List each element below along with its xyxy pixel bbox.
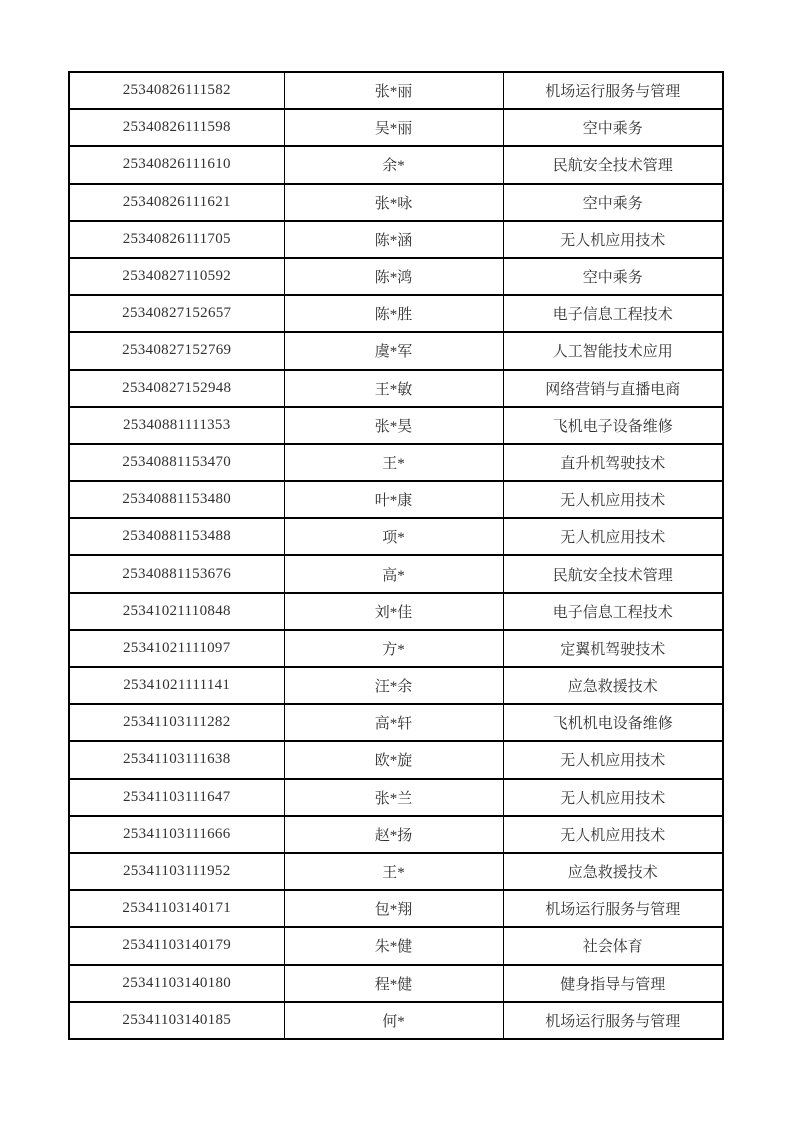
name-cell <box>284 816 503 853</box>
name-cell <box>284 630 503 667</box>
candidate-name-value: 项* <box>382 530 405 547</box>
exam-number-value: 25340826111610 <box>122 156 231 173</box>
exam-number-cell <box>69 370 284 407</box>
major-cell <box>503 1002 723 1039</box>
name-cell <box>284 741 503 778</box>
major-cell <box>503 407 723 444</box>
table-row <box>69 1002 723 1039</box>
exam-number-cell <box>69 965 284 1002</box>
table-row <box>69 853 723 890</box>
major-value: 应急救援技术 <box>567 865 658 882</box>
exam-number-value: 25341021111097 <box>122 639 231 656</box>
candidate-name-value: 高*轩 <box>374 716 413 733</box>
exam-number-cell <box>69 741 284 778</box>
exam-number-value: 25341103111666 <box>122 825 231 842</box>
candidate-name-value: 张*兰 <box>374 790 413 807</box>
candidate-name-value: 余* <box>382 158 405 175</box>
table-row <box>69 667 723 704</box>
major-cell <box>503 444 723 481</box>
exam-number-value: 25341103140180 <box>122 974 232 991</box>
exam-number-value: 25341103111638 <box>122 751 231 768</box>
major-cell <box>503 965 723 1002</box>
major-value: 空中乘务 <box>582 195 643 212</box>
exam-number-value: 25340827152657 <box>122 305 232 322</box>
name-cell <box>284 407 503 444</box>
candidate-name-value: 程*健 <box>374 976 413 993</box>
candidate-name-value: 叶*康 <box>374 493 413 510</box>
major-cell <box>503 741 723 778</box>
table-row <box>69 72 723 109</box>
exam-number-value: 25340826111621 <box>122 193 231 210</box>
major-value: 无人机应用技术 <box>560 753 666 770</box>
exam-number-cell <box>69 332 284 369</box>
major-cell <box>503 481 723 518</box>
table-row <box>69 184 723 221</box>
exam-number-value: 25341103140185 <box>122 1011 232 1028</box>
name-cell <box>284 221 503 258</box>
table-row <box>69 444 723 481</box>
major-value: 无人机应用技术 <box>560 827 666 844</box>
exam-number-cell <box>69 927 284 964</box>
candidate-name-value: 陈*鸿 <box>374 270 413 287</box>
exam-number-value: 25341103111952 <box>122 863 231 880</box>
exam-number-value: 25340881153470 <box>122 453 232 470</box>
table-row <box>69 816 723 853</box>
name-cell <box>284 258 503 295</box>
major-cell <box>503 853 723 890</box>
exam-number-value: 25341103140171 <box>122 900 232 917</box>
major-cell <box>503 184 723 221</box>
table-row <box>69 555 723 592</box>
candidate-name-value: 王* <box>382 455 405 472</box>
candidate-name-value: 何* <box>382 1013 405 1030</box>
major-cell <box>503 332 723 369</box>
exam-number-cell <box>69 630 284 667</box>
candidate-name-value: 欧*旋 <box>374 753 413 770</box>
major-cell <box>503 518 723 555</box>
candidate-name-value: 赵*扬 <box>374 827 413 844</box>
major-value: 飞机机电设备维修 <box>552 716 673 733</box>
exam-number-value: 25341103140179 <box>122 937 232 954</box>
major-value: 民航安全技术管理 <box>552 567 673 584</box>
exam-number-value: 25341021110848 <box>122 602 231 619</box>
admission-roster-table <box>68 71 724 1040</box>
major-value: 无人机应用技术 <box>560 232 666 249</box>
table-row <box>69 481 723 518</box>
major-value: 飞机电子设备维修 <box>552 418 673 435</box>
exam-number-value: 25340827110592 <box>122 268 232 285</box>
major-value: 机场运行服务与管理 <box>545 84 681 101</box>
exam-number-cell <box>69 667 284 704</box>
exam-number-value: 25340881153480 <box>122 491 232 508</box>
exam-number-value: 25340826111705 <box>122 230 231 247</box>
major-value: 民航安全技术管理 <box>552 158 673 175</box>
major-value: 电子信息工程技术 <box>552 604 673 621</box>
major-cell <box>503 295 723 332</box>
table-row <box>69 593 723 630</box>
major-cell <box>503 72 723 109</box>
table-row <box>69 332 723 369</box>
exam-number-cell <box>69 779 284 816</box>
name-cell <box>284 518 503 555</box>
exam-number-cell <box>69 593 284 630</box>
major-cell <box>503 109 723 146</box>
exam-number-cell <box>69 890 284 927</box>
table-row <box>69 295 723 332</box>
exam-number-cell <box>69 518 284 555</box>
exam-number-cell <box>69 816 284 853</box>
exam-number-value: 25340881111353 <box>122 416 231 433</box>
exam-number-value: 25340881153488 <box>122 528 232 545</box>
name-cell <box>284 332 503 369</box>
exam-number-cell <box>69 1002 284 1039</box>
candidate-name-value: 王* <box>382 865 405 882</box>
name-cell <box>284 109 503 146</box>
exam-number-cell <box>69 258 284 295</box>
major-cell <box>503 667 723 704</box>
candidate-name-value: 陈*涵 <box>374 232 413 249</box>
exam-number-cell <box>69 407 284 444</box>
candidate-name-value: 汪*余 <box>374 679 413 696</box>
exam-number-cell <box>69 72 284 109</box>
candidate-name-value: 朱*健 <box>374 939 413 956</box>
exam-number-cell <box>69 704 284 741</box>
major-value: 应急救援技术 <box>567 679 658 696</box>
name-cell <box>284 593 503 630</box>
major-value: 定翼机驾驶技术 <box>560 641 666 658</box>
major-cell <box>503 258 723 295</box>
exam-number-value: 25340826111582 <box>122 82 231 99</box>
candidate-name-value: 虞*军 <box>374 344 413 361</box>
major-value: 空中乘务 <box>582 270 643 287</box>
exam-number-value: 25341103111647 <box>122 788 231 805</box>
table-row <box>69 258 723 295</box>
major-cell <box>503 593 723 630</box>
exam-number-cell <box>69 853 284 890</box>
table-row <box>69 109 723 146</box>
table-row <box>69 890 723 927</box>
table-row <box>69 927 723 964</box>
major-value: 机场运行服务与管理 <box>545 1013 681 1030</box>
table-row <box>69 221 723 258</box>
major-value: 机场运行服务与管理 <box>545 902 681 919</box>
table-row <box>69 965 723 1002</box>
name-cell <box>284 481 503 518</box>
major-value: 无人机应用技术 <box>560 790 666 807</box>
major-value: 人工智能技术应用 <box>552 344 673 361</box>
table-row <box>69 146 723 183</box>
major-cell <box>503 630 723 667</box>
major-cell <box>503 890 723 927</box>
major-value: 电子信息工程技术 <box>552 307 673 324</box>
name-cell <box>284 444 503 481</box>
table-row <box>69 518 723 555</box>
major-cell <box>503 779 723 816</box>
table-row <box>69 779 723 816</box>
major-cell <box>503 927 723 964</box>
major-value: 网络营销与直播电商 <box>545 381 681 398</box>
table-row <box>69 370 723 407</box>
major-cell <box>503 555 723 592</box>
major-cell <box>503 704 723 741</box>
exam-number-value: 25340826111598 <box>122 119 231 136</box>
name-cell <box>284 72 503 109</box>
major-value: 直升机驾驶技术 <box>560 455 666 472</box>
major-value: 无人机应用技术 <box>560 530 666 547</box>
candidate-name-value: 吴*丽 <box>374 121 413 138</box>
exam-number-value: 25340827152769 <box>122 342 232 359</box>
table-row <box>69 630 723 667</box>
name-cell <box>284 779 503 816</box>
candidate-name-value: 张*咏 <box>374 195 413 212</box>
major-cell <box>503 146 723 183</box>
exam-number-value: 25340881153676 <box>122 565 232 582</box>
exam-number-cell <box>69 481 284 518</box>
exam-number-value: 25340827152948 <box>122 379 232 396</box>
exam-number-cell <box>69 109 284 146</box>
candidate-name-value: 陈*胜 <box>374 307 413 324</box>
candidate-name-value: 刘*佳 <box>374 604 413 621</box>
candidate-name-value: 包*翔 <box>374 902 413 919</box>
name-cell <box>284 890 503 927</box>
candidate-name-value: 王*敏 <box>374 381 413 398</box>
candidate-name-value: 方* <box>382 641 405 658</box>
exam-number-cell <box>69 444 284 481</box>
exam-number-value: 25341103111282 <box>122 714 231 731</box>
table-row <box>69 704 723 741</box>
exam-number-cell <box>69 555 284 592</box>
name-cell <box>284 927 503 964</box>
major-cell <box>503 221 723 258</box>
name-cell <box>284 146 503 183</box>
major-value: 社会体育 <box>582 939 643 956</box>
exam-number-cell <box>69 146 284 183</box>
name-cell <box>284 1002 503 1039</box>
exam-number-cell <box>69 295 284 332</box>
table-row <box>69 407 723 444</box>
table-body <box>69 72 723 1039</box>
name-cell <box>284 184 503 221</box>
table-row <box>69 741 723 778</box>
candidate-name-value: 张*丽 <box>374 84 413 101</box>
major-value: 空中乘务 <box>582 121 643 138</box>
name-cell <box>284 965 503 1002</box>
major-cell <box>503 816 723 853</box>
name-cell <box>284 667 503 704</box>
name-cell <box>284 370 503 407</box>
name-cell <box>284 853 503 890</box>
name-cell <box>284 704 503 741</box>
candidate-name-value: 高* <box>382 567 405 584</box>
name-cell <box>284 555 503 592</box>
major-cell <box>503 370 723 407</box>
exam-number-value: 25341021111141 <box>123 677 231 694</box>
exam-number-cell <box>69 184 284 221</box>
exam-number-cell <box>69 221 284 258</box>
major-value: 无人机应用技术 <box>560 493 666 510</box>
major-value: 健身指导与管理 <box>560 976 666 993</box>
candidate-name-value: 张*昊 <box>374 418 413 435</box>
name-cell <box>284 295 503 332</box>
